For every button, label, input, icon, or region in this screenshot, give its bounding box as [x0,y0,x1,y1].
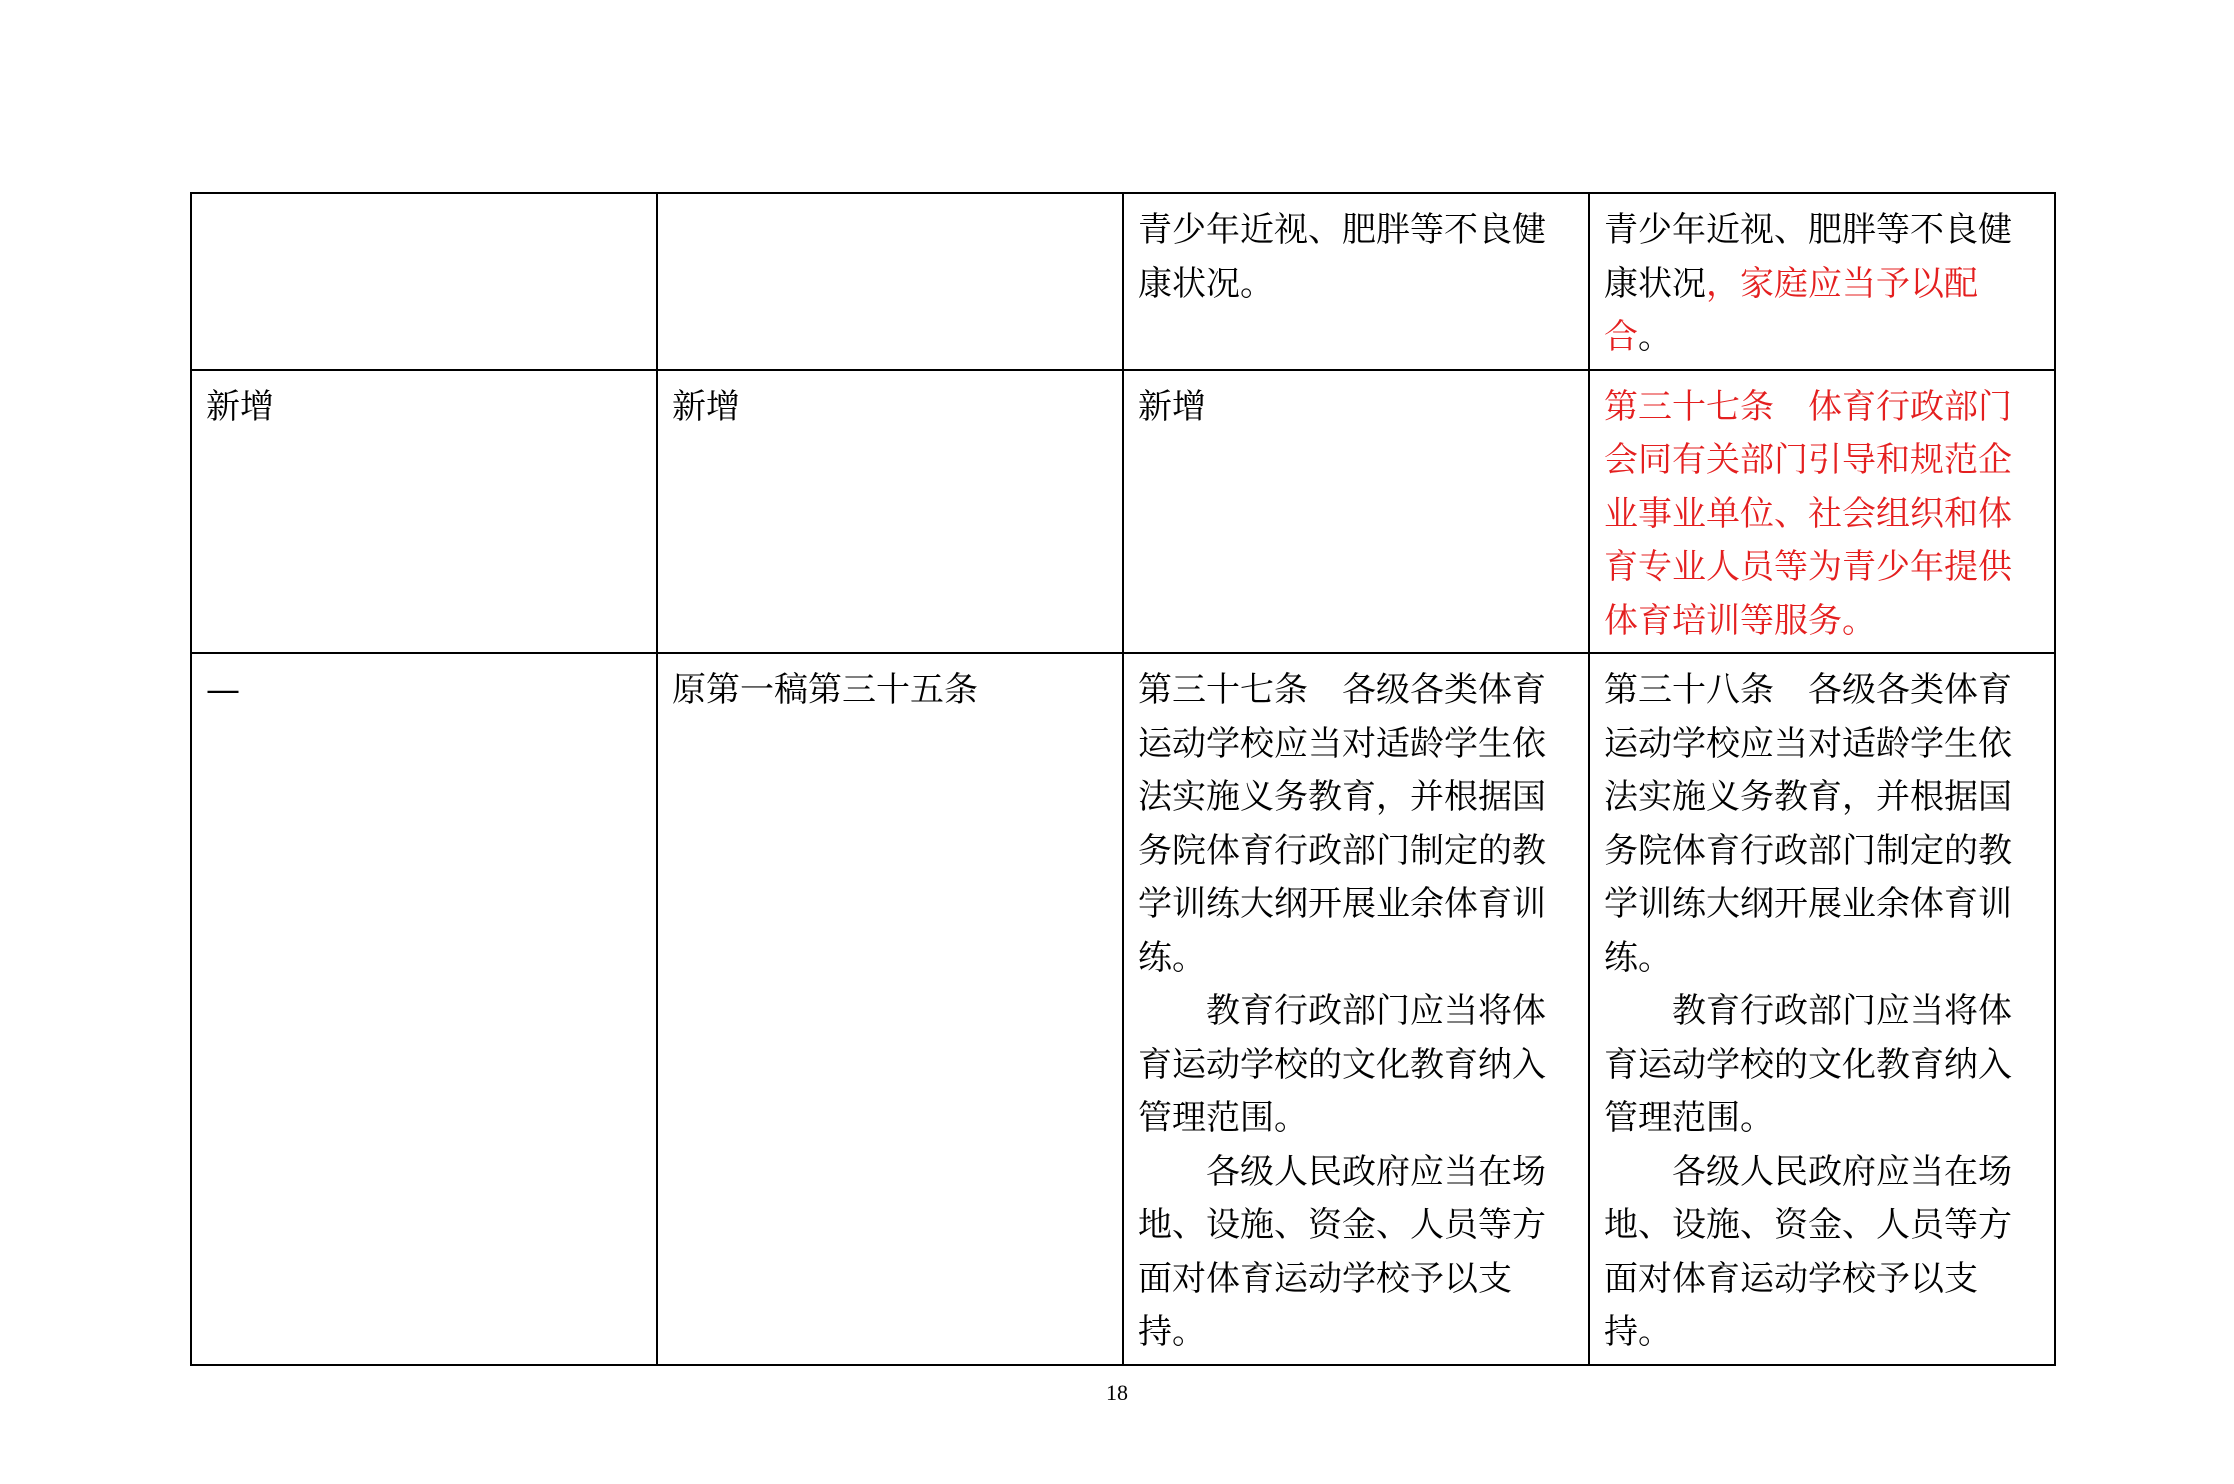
table-row [191,193,2055,370]
comparison-table [190,192,2056,1366]
cell-r3-c2 [657,653,1123,1365]
cell-text: 新增 [1138,386,1206,427]
article-paragraph: 各级人民政府应当在场地、设施、资金、人员等方面对体育运动学校予以支持。 [1138,1151,1546,1352]
cell-r1-c3 [1123,193,1589,370]
cell-r3-c1 [191,653,657,1365]
cell-text: 新增 [672,386,740,427]
cell-text-end: 。 [1638,317,1672,357]
cell-r3-c4 [1589,653,2055,1365]
cell-r1-c4 [1589,193,2055,370]
article-paragraph: 第三十七条 各级各类体育运动学校应当对适龄学生依法实施义务教育，并根据国务院体育行政部门制定的教学训练大纲开展业余体育训练。 [1138,670,1546,978]
cell-r1-c2 [657,193,1123,370]
cell-text: 新增 [206,386,274,427]
article-paragraph: 教育行政部门应当将体育运动学校的文化教育纳入管理范围。 [1604,991,2012,1138]
page-number: 18 [1106,1380,1128,1405]
cell-r2-c3 [1123,370,1589,654]
cell-text: — [206,670,240,710]
article-paragraph: 教育行政部门应当将体育运动学校的文化教育纳入管理范围。 [1138,991,1546,1138]
table-row [191,653,2055,1365]
article-paragraph: 各级人民政府应当在场地、设施、资金、人员等方面对体育运动学校予以支持。 [1604,1151,2012,1352]
cell-r2-c2 [657,370,1123,654]
cell-r2-c1 [191,370,657,654]
cell-r1-c1 [191,193,657,370]
article-paragraph: 第三十八条 各级各类体育运动学校应当对适龄学生依法实施义务教育，并根据国务院体育行政部门制定的教学训练大纲开展业余体育训练。 [1604,670,2012,978]
cell-r3-c3 [1123,653,1589,1365]
cell-text: 青少年近视、肥胖等不良健康状况 [1604,210,2012,304]
cell-text: 青少年近视、肥胖等不良健康状况。 [1138,210,1546,304]
added-text: ，家庭应当予以配合 [1604,263,1978,357]
table-row [191,370,2055,654]
cell-text: 原第一稿第三十五条 [672,670,978,710]
cell-r2-c4 [1589,370,2055,654]
added-text: 第三十七条 体育行政部门会同有关部门引导和规范企业事业单位、社会组织和体育专业人员等为青少年提供体育培训等服务。 [1604,386,2012,641]
